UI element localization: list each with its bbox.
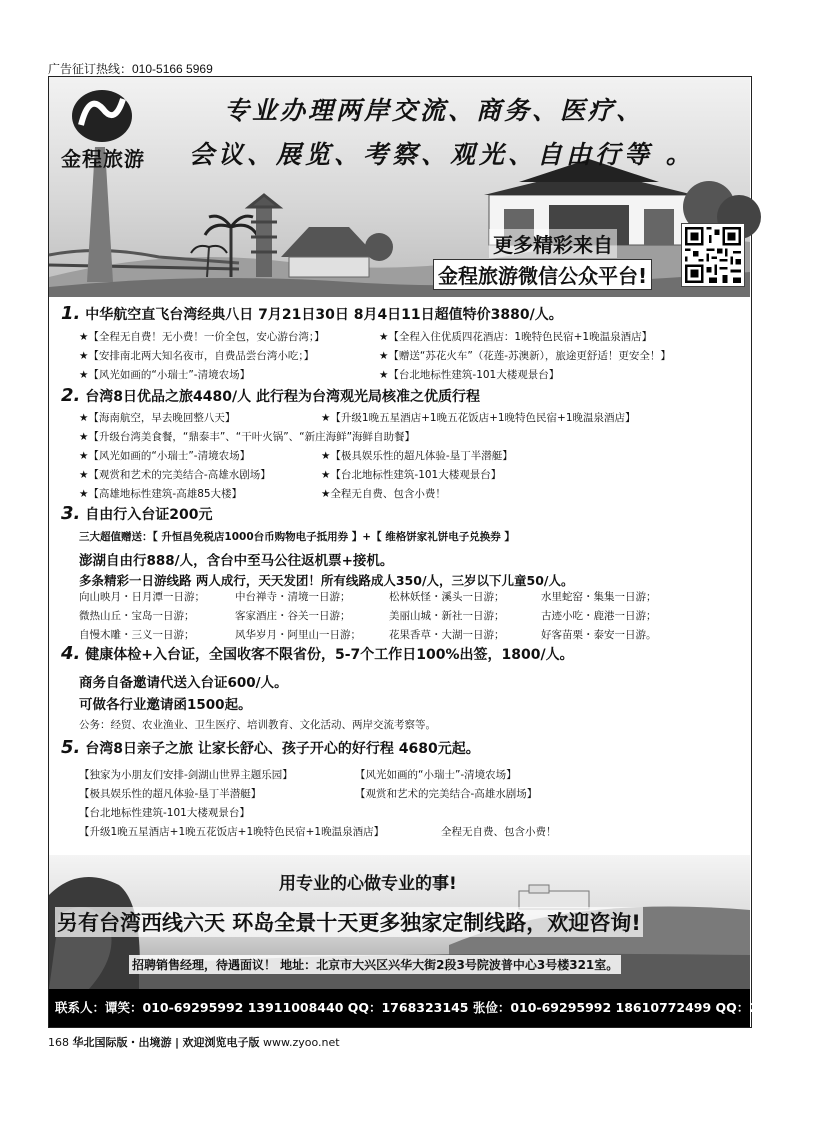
s5-item: 全程无自费、包含小费！ [441,826,557,838]
s1-item: ★【全程无自费！无小费！一价全包，安心游台湾；】 [79,331,325,343]
section-4-heading: 健康体检+入台证，全国收客不限省份，5-7个工作日100%出签，1800/人。 [85,647,574,663]
s1-item: ★【风光如画的“小瑞士”-清境农场】 [79,369,251,381]
route-item: 自慢木雕・三义一日游； [79,629,195,641]
wechat-promo-line-2: 金程旅游微信公众平台! [433,259,652,290]
website-link[interactable]: www.zyoo.net [263,1036,340,1049]
s3-gift-line: 三大超值赠送：【 升恒昌免税店1000台币购物电子抵用券 】+【 维格饼家礼饼电子兑换券 】 [79,531,515,543]
s2-item: ★【升级1晚五星酒店+1晚五花饭店+1晚特色民宿+1晚温泉酒店】 [321,412,636,424]
s2-item: ★【海南航空，早去晚回整八天】 [79,412,236,424]
section-5-title [61,737,480,758]
section-2-title [61,385,480,406]
advertisement-frame [48,76,836,1028]
wechat-promo-line-1: 更多精彩来自 [489,229,617,258]
jincheng-logo-icon [67,85,137,147]
hero-banner [49,77,750,297]
section-5-number: 5. [61,737,81,758]
route-item: 客家酒庄・谷关一日游； [235,610,351,622]
s4-line-3: 公务：经贸、农业渔业、卫生医疗、培训教育、文化活动、两岸交流考察等。 [79,719,436,731]
s1-item: ★【全程入住优质四花酒店：1晚特色民宿+1晚温泉酒店】 [379,331,653,343]
s5-item: 【升级1晚五星酒店+1晚五花饭店+1晚特色民宿+1晚温泉酒店】 [79,826,385,838]
s5-item: 【风光如画的“小瑞士”-清境农场】 [355,769,517,781]
section-3-number: 3. [61,503,81,524]
section-3-title [61,503,212,524]
s3-daytour-line: 多条精彩一日游线路 两人成行，天天发团！所有线路成人350/人，三岁以下儿童50/人。 [79,573,574,588]
route-item: 微热山丘・宝岛一日游； [79,610,195,622]
s2-item: ★【升级台湾美食餐，“鼎泰丰”、“干叶火锅”、“新庄海鲜”海鲜自助餐】 [79,431,416,443]
s1-item: ★【台北地标性建筑-101大楼观景台】 [379,369,560,381]
brand-name: 金程旅游 [61,147,145,171]
s2-item: ★【高雄地标性建筑-高雄85大楼】 [79,488,243,500]
s5-item: 【极具娱乐性的超凡体验-垦丁半潜艇】 [79,788,262,800]
s2-item: ★【风光如画的“小瑞士”-清境农场】 [79,450,251,462]
page-footer [48,1034,340,1050]
section-1-number: 1. [61,303,81,324]
s3-penghu-line: 澎湖自由行888/人，含台中至马公往返机票+接机。 [79,553,394,569]
ad-hotline: 广告征订热线：010-5166 5969 [48,62,213,76]
page-number: 168 [48,1036,69,1049]
route-item: 好客苗栗・泰安一日游。 [541,629,657,641]
s4-line-2: 可做各行业邀请函1500起。 [79,697,252,713]
s4-line-1: 商务自备邀请代送入台证600/人。 [79,675,288,691]
contact-bar: 联系人：谭笑：010-69295992 13911008440 QQ：1768323145 张俭：010-69295992 18610772499 QQ：2485528798 [49,989,750,1027]
s2-item: ★【观赏和艺术的完美结合-高雄水剧场】 [79,469,271,481]
section-2-number: 2. [61,385,81,406]
custom-routes-banner: 另有台湾西线六天 环岛全景十天更多独家定制线路，欢迎咨询! [55,907,643,937]
route-item: 古迹小吃・鹿港一日游； [541,610,657,622]
section-3-heading: 自由行入台证200元 [85,507,213,523]
footer-divider: | [175,1036,180,1049]
hero-headline-line-1: 专业办理两岸交流、商务、医疗、 [224,96,645,125]
recruit-address-line: 招聘销售经理，待遇面议！ 地址：北京市大兴区兴华大街2段3号院波普中心3号楼321室。 [129,955,621,974]
route-item: 向山映月・日月潭一日游； [79,591,205,603]
s2-item: ★【台北地标性建筑-101大楼观景台】 [321,469,502,481]
section-1-heading: 中华航空直飞台湾经典八日 7月21日30日 8月4日11日超值特价3880/人。 [85,307,563,323]
route-item: 水里蛇窑・集集一日游； [541,591,657,603]
route-item: 中台禅寺・清境一日游； [235,591,351,603]
s5-item: 【观赏和艺术的完美结合-高雄水剧场】 [355,788,538,800]
hero-headline-line-2: 会议、展览、考察、观光、自由行等 。 [189,140,695,169]
wechat-qr-code-icon[interactable] [681,223,745,287]
section-4-title [61,643,574,664]
ebook-notice: 欢迎浏览电子版 [182,1036,260,1049]
s5-item: 【台北地标性建筑-101大楼观景台】 [79,807,250,819]
route-item: 松林妖怪・溪头一日游； [389,591,505,603]
s1-item: ★【安排南北两大知名夜市，自费品尝台湾小吃；】 [79,350,315,362]
route-item: 美丽山城・新社一日游； [389,610,505,622]
s5-item: 【独家为小朋友们安排-剑湖山世界主题乐园】 [79,769,293,781]
s1-item: ★【赠送“苏花火车”（花莲-苏澳新），旅途更舒适！更安全！】 [379,350,671,362]
slogan-band [49,855,750,989]
s2-item: ★全程无自费、包含小费！ [321,488,446,500]
route-item: 花果香草・大湖一日游； [389,629,505,641]
section-1-title [61,303,563,324]
route-item: 风华岁月・阿里山一日游； [235,629,361,641]
section-4-number: 4. [61,643,81,664]
publication-name: 华北国际版・出境游 [72,1036,172,1049]
section-5-heading: 台湾8日亲子之旅 让家长舒心、孩子开心的好行程 4680元起。 [85,741,480,757]
section-2-heading: 台湾8日优品之旅4480/人 此行程为台湾观光局核准之优质行程 [85,389,480,405]
slogan: 用专业的心做专业的事! [279,874,457,894]
s2-item: ★【极具娱乐性的超凡体验-垦丁半潜艇】 [321,450,513,462]
